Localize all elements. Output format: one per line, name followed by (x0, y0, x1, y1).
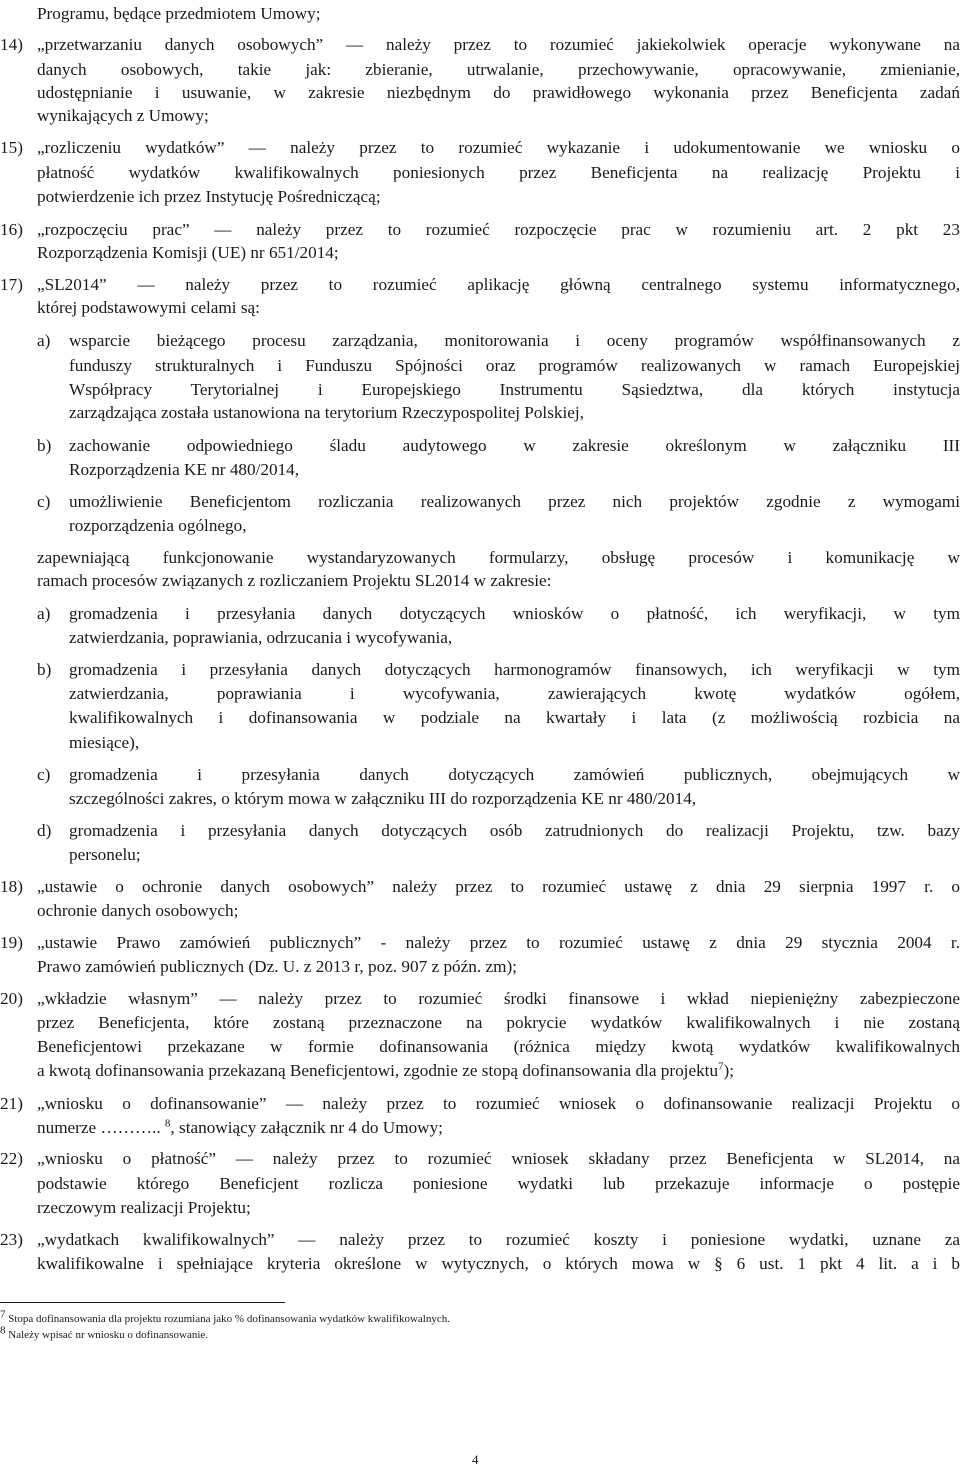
paragraph-line: kwalifikowalne i spełniające kryteria określone w wytycznych, o których mowa w § 6 ust. 1 pkt 4 lit. a i b (37, 1254, 960, 1273)
paragraph-text: ); (723, 1061, 735, 1080)
paragraph-line: zachowanie odpowiedniego śladu audytowego w zakresie określonym w załączniku III (69, 436, 960, 455)
paragraph-line: „ustawie Prawo zamówień publicznych” - należy przez to rozumieć ustawę z dnia 29 stycznia 2004 r. (37, 933, 960, 952)
paragraph-line: Współpracy Terytorialnej i Europejskiego Instrumentu Sąsiedztwa, dla których instytucja (69, 380, 960, 399)
paragraph-line: gromadzenia i przesyłania danych dotyczących wniosków o płatność, ich weryfikacji, w tym (69, 604, 960, 623)
list-label: b) (37, 660, 52, 679)
paragraph-line: której podstawowymi celami są: (37, 298, 260, 317)
list-label: a) (37, 331, 51, 350)
paragraph-line: „wkładzie własnym” — należy przez to rozumieć środki finansowe i wkład niepieniężny zabezpieczone (37, 989, 960, 1008)
paragraph-line: „SL2014” — należy przez to rozumieć aplikację główną centralnego systemu informatycznego, (37, 275, 960, 294)
paragraph-line: umożliwienie Beneficjentom rozliczania realizowanych przez nich projektów zgodnie z wymogami (69, 492, 960, 511)
item-number: 21) (0, 1094, 23, 1113)
item-number: 23) (0, 1230, 23, 1249)
paragraph-line: „ustawie o ochronie danych osobowych” należy przez to rozumieć ustawę z dnia 29 sierpnia 1997 r. o (37, 877, 960, 896)
paragraph-line: zapewniającą funkcjonowanie wystandaryzowanych formularzy, obsługę procesów i komunikację w (37, 548, 960, 567)
paragraph-line: „przetwarzaniu danych osobowych” — należy przez to rozumieć jakiekolwiek operacje wykonywane na (37, 35, 960, 54)
paragraph-line (37, 1118, 443, 1138)
paragraph-text: , stanowiący załącznik nr 4 do Umowy; (170, 1118, 443, 1137)
paragraph-text: a kwotą dofinansowania przekazaną Beneficjentowi, zgodnie ze stopą dofinansowania dla projektu (37, 1061, 719, 1080)
paragraph-line: „wniosku o płatność” — należy przez to rozumieć wniosek składany przez Beneficjenta w SL2014, na (37, 1149, 960, 1168)
footnote-ref: 8 (164, 1117, 171, 1130)
item-number: 19) (0, 933, 23, 952)
footnote-ref: 7 (718, 1060, 724, 1073)
item-number: 22) (0, 1149, 23, 1168)
paragraph-line: Rozporządzenia KE nr 480/2014, (69, 460, 300, 479)
paragraph-line: „wniosku o dofinansowanie” — należy przez to rozumieć wniosek o dofinansowanie realizacji Projektu o (37, 1094, 960, 1113)
item-number: 18) (0, 877, 23, 896)
footnote-text: Stopa dofinansowania dla projektu rozumiana jako % dofinansowania wydatków kwalifikowalnych. (8, 1313, 450, 1325)
footnote-divider (0, 1302, 285, 1303)
list-label: b) (37, 436, 52, 455)
item-number: 17) (0, 275, 23, 294)
paragraph-line: „rozliczeniu wydatków” — należy przez to rozumieć wykazanie i udokumentowanie we wniosku o (37, 138, 960, 157)
page-number: 4 (472, 1452, 479, 1467)
paragraph-line: rzeczowym realizacji Projektu; (37, 1198, 251, 1217)
paragraph-line: Prawo zamówień publicznych (Dz. U. z 2013 r, poz. 907 z późn. zm); (37, 957, 517, 976)
paragraph-line: gromadzenia i przesyłania danych dotyczących osób zatrudnionych do realizacji Projektu, tzw. bazy (69, 821, 960, 840)
footnote-text: Należy wpisać nr wniosku o dofinansowanie. (8, 1329, 209, 1341)
list-label: a) (37, 604, 51, 623)
item-number: 16) (0, 220, 23, 239)
paragraph-line: wsparcie bieżącego procesu zarządzania, monitorowania i oceny programów współfinansowanych z (69, 331, 960, 350)
paragraph-line: wynikających z Umowy; (37, 106, 209, 125)
paragraph-line: przez Beneficjenta, które zostaną przeznaczone na pokrycie wydatków kwalifikowalnych i nie zostaną (37, 1013, 960, 1032)
item-number: 20) (0, 989, 23, 1008)
paragraph-line: zatwierdzania, poprawiania, odrzucania i wycofywania, (69, 628, 453, 647)
paragraph-line (37, 1061, 734, 1081)
paragraph-text: numerze ……….. (37, 1118, 165, 1137)
list-label: d) (37, 821, 52, 840)
paragraph-line: gromadzenia i przesyłania danych dotyczących zamówień publicznych, obejmujących w (69, 765, 960, 784)
paragraph-line: zarządzająca została ustanowiona na terytorium Rzeczypospolitej Polskiej, (69, 403, 584, 422)
paragraph-line: udostępnianie i usuwanie, w zakresie niezbędnym do prawidłowego wykonania przez Beneficjenta zadań (37, 83, 960, 102)
paragraph-line: kwalifikowalnych i dofinansowania w podziale na kwartały i lata (z możliwością rozbicia na (69, 708, 960, 727)
list-label: c) (37, 492, 51, 511)
footnote (0, 1324, 209, 1342)
item-number: 15) (0, 138, 23, 157)
paragraph-line: funduszy strukturalnych i Funduszu Spójności oraz programów realizowanych w ramach Europejskiej (69, 356, 960, 375)
paragraph-line: „rozpoczęciu prac” — należy przez to rozumieć rozpoczęcie prac w rozumieniu art. 2 pkt 23 (37, 220, 960, 239)
paragraph-line: „wydatkach kwalifikowalnych” — należy przez to rozumieć koszty i poniesione wydatki, uznane za (37, 1230, 960, 1249)
paragraph-line: danych osobowych, takie jak: zbieranie, utrwalanie, przechowywanie, opracowywanie, zmienianie, (37, 60, 960, 79)
footnote (0, 1308, 450, 1326)
paragraph-line: ramach procesów związanych z rozliczaniem Projektu SL2014 w zakresie: (37, 571, 552, 590)
item-number: 14) (0, 35, 23, 54)
paragraph-line: potwierdzenie ich przez Instytucję Pośredniczącą; (37, 187, 381, 206)
footnote-mark: 7 (0, 1308, 6, 1321)
paragraph-line: Beneficjentowi przekazane w formie dofinansowania (różnica między kwotą wydatków kwalifikowalnych (37, 1037, 960, 1056)
paragraph-line: miesiące), (69, 733, 140, 752)
paragraph-line: personelu; (69, 845, 141, 864)
paragraph-line: gromadzenia i przesyłania danych dotyczących harmonogramów finansowych, ich weryfikacji w tym (69, 660, 960, 679)
paragraph-line: szczególności zakres, o którym mowa w załączniku III do rozporządzenia KE nr 480/2014, (69, 789, 697, 808)
paragraph-line: zatwierdzania, poprawiania i wycofywania, zawierających kwotę wydatków ogółem, (69, 684, 960, 703)
paragraph-line: płatność wydatków kwalifikowalnych poniesionych przez Beneficjenta na realizację Projektu i (37, 163, 960, 182)
paragraph-line: podstawie którego Beneficjent rozlicza poniesione wydatki lub przekazuje informacje o postępie (37, 1174, 960, 1193)
paragraph-line: Programu, będące przedmiotem Umowy; (37, 4, 321, 23)
footnote-mark: 8 (0, 1324, 6, 1337)
list-label: c) (37, 765, 51, 784)
paragraph-line: rozporządzenia ogólnego, (69, 516, 247, 535)
paragraph-line: Rozporządzenia Komisji (UE) nr 651/2014; (37, 243, 339, 262)
paragraph-line: ochronie danych osobowych; (37, 901, 239, 920)
